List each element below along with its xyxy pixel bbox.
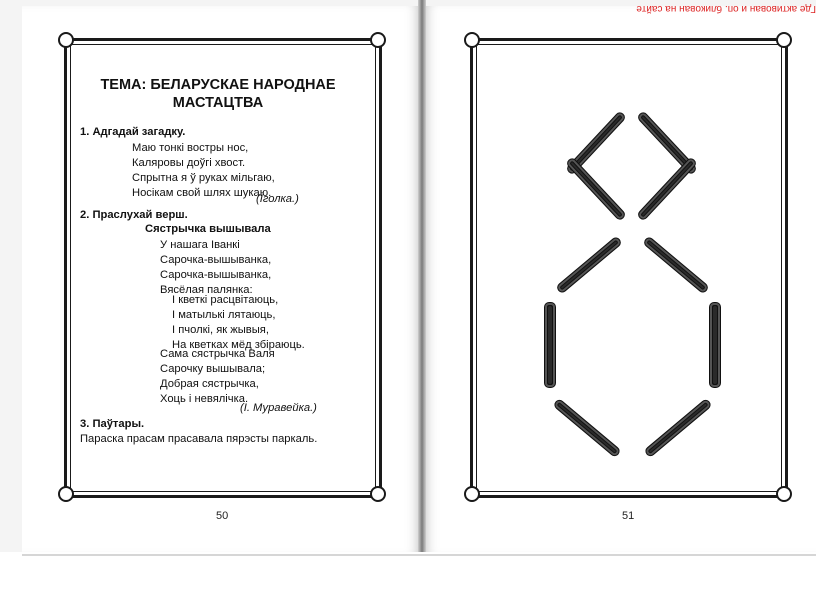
poem-stanza-1 xyxy=(160,238,271,298)
riddle-line: Каляровы доўгі хвост. xyxy=(132,157,246,169)
tongue-twister: Параска прасам прасавала пярэсты паркаль. xyxy=(80,433,318,445)
task2-heading: 2. Праслухай верш. xyxy=(80,209,188,221)
poem-author: (І. Муравейка.) xyxy=(240,402,317,414)
poem-line: Сарочку вышывала; xyxy=(160,363,266,375)
frame-corner-ornament xyxy=(58,486,74,502)
frame-corner-ornament xyxy=(776,32,792,48)
book-gutter xyxy=(418,0,426,560)
riddle-line: Маю тонкі востры нос, xyxy=(132,142,249,154)
riddle-answer: (Іголка.) xyxy=(256,193,299,205)
matchstick xyxy=(545,303,555,387)
frame-corner-ornament xyxy=(58,32,74,48)
poem-line: Вясёлая палянка: xyxy=(160,284,253,296)
poem-line: Сарочка-вышыванка, xyxy=(160,254,272,266)
poem-line: І пчолкі, як жывыя, xyxy=(172,324,269,336)
poem-line: Сама сястрычка Валя xyxy=(160,348,275,360)
poem-line: На кветках мёд збіраюць. xyxy=(172,339,305,351)
frame-corner-ornament xyxy=(464,32,480,48)
page-bottom-edge xyxy=(0,552,816,600)
page-bottom-line xyxy=(22,554,816,556)
poem-line: І матылькі лятаюць, xyxy=(172,309,276,321)
poem-line: У нашага Іванкі xyxy=(160,239,240,251)
poem-line: Сарочка-вышыванка, xyxy=(160,269,272,281)
page-title: ТЕМА: БЕЛАРУСКАЕ НАРОДНАЕ МАСТАЦТВА xyxy=(100,77,336,111)
poem-title: Сястрычка вышывала xyxy=(145,223,271,235)
riddle-lines xyxy=(132,141,275,201)
riddle-line: Носікам свой шлях шукаю. xyxy=(132,187,272,199)
matchstick xyxy=(710,303,720,387)
frame-corner-ornament xyxy=(370,486,386,502)
riddle-line: Спрытна я ў руках мільгаю, xyxy=(132,172,275,184)
poem-line: Хоць і невялічка. xyxy=(160,393,249,405)
poem-stanza-3 xyxy=(160,347,275,407)
page-number-left: 50 xyxy=(216,510,229,522)
page-number-right: 51 xyxy=(622,510,635,522)
poem-line: Добрая сястрычка, xyxy=(160,378,259,390)
poem-stanza-2 xyxy=(172,293,305,353)
watermark-text: Где активован и оп. бликован на сайте xyxy=(636,3,816,14)
right-page-frame xyxy=(470,38,788,498)
task3-heading: 3. Паўтары. xyxy=(80,418,145,430)
frame-corner-ornament xyxy=(776,486,792,502)
poem-line: І кветкі расцвітаюць, xyxy=(172,294,279,306)
frame-corner-ornament xyxy=(370,32,386,48)
frame-corner-ornament xyxy=(464,486,480,502)
task1-heading: 1. Адгадай загадку. xyxy=(80,126,186,138)
